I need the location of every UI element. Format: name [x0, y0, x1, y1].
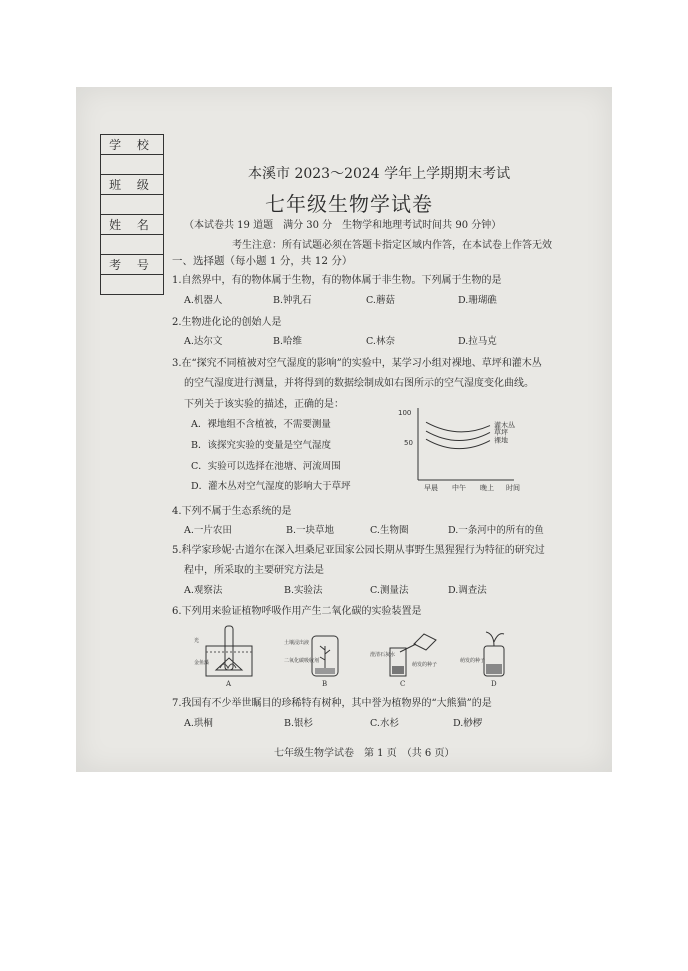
apparatus-c-label: C [400, 680, 406, 688]
q2-option-a: A.达尔文 [184, 336, 223, 347]
q5-option-a: A.观察法 [184, 585, 223, 596]
section-heading: 一、选择题（每小题 1 分，共 12 分） [172, 255, 353, 267]
q7-option-a: A.珙桐 [184, 718, 213, 729]
series-label-2: 裸地 [494, 436, 508, 445]
q3-option-b: B．该探究实验的变量是空气湿度 [191, 440, 331, 451]
q3-option-c: C．实验可以选择在池塘、河流周围 [191, 461, 341, 472]
q2-option-c: C.林奈 [366, 336, 395, 347]
series-label-1: 草坪 [494, 428, 508, 437]
d-label-seeds: 萌发的种子 [460, 658, 486, 664]
exam-info: （本试卷共 19 道题 满分 30 分 生物学和地理考试时间共 90 分钟） [184, 220, 502, 231]
q4-option-c: C.生物圈 [370, 525, 409, 536]
page-title: 七年级生物学试卷 [265, 192, 433, 216]
q1-option-a: A.机器人 [184, 295, 223, 306]
c-label-seeds: 萌发的种子 [412, 662, 438, 668]
pondweed [220, 664, 236, 668]
series-label-0: 灌木丛 [494, 421, 515, 430]
x-tick-evening: 晚上 [480, 484, 494, 492]
y-tick-100: 100 [398, 409, 412, 417]
apparatus-b-figure [284, 622, 350, 688]
funnel [216, 658, 242, 670]
question-3-stem-line3: 下列关于该实验的描述，正确的是： [184, 399, 344, 410]
q1-option-d: D.珊瑚礁 [458, 295, 497, 306]
apparatus-c-figure [370, 622, 446, 688]
question-2-stem: 2.生物进化论的创始人是 [172, 317, 282, 328]
exam-number-blank [101, 275, 164, 295]
series-line-1 [426, 431, 490, 440]
school-label: 学 校 [101, 135, 164, 155]
q4-option-b: B.一块草地 [286, 525, 335, 536]
q1-option-c: C.蘑菇 [366, 295, 395, 306]
b-label-absorbent: 二氧化碳吸收剂 [284, 658, 320, 664]
humidity-line-chart [396, 404, 536, 494]
q3-option-a: A．裸地组不含植被，不需要测量 [191, 419, 331, 430]
page-footer: 七年级生物学试卷 第 1 页 （共 6 页） [274, 748, 455, 759]
name-blank [101, 235, 164, 255]
class-blank [101, 195, 164, 215]
question-5-stem-line2: 程中，所采取的主要研究方法是 [184, 565, 324, 576]
question-5-stem-line1: 5.科学家珍妮·古道尔在深入坦桑尼亚国家公园长期从事野生黑猩猩行为特征的研究过 [172, 545, 545, 556]
apparatus-a-figure [194, 622, 260, 688]
question-4-stem: 4.下列不属于生态系统的是 [172, 506, 292, 517]
seed-container [414, 634, 436, 650]
q7-option-d: D.桫椤 [453, 718, 483, 729]
exam-number-label: 考 号 [101, 255, 164, 275]
series-line-0 [426, 422, 490, 432]
class-label: 班 级 [101, 175, 164, 195]
apparatus-d-figure [460, 622, 520, 688]
q5-option-c: C.测量法 [370, 585, 409, 596]
q1-option-b: B.钟乳石 [273, 295, 312, 306]
c-label-limewater: 澄清石灰水 [370, 652, 396, 658]
student-info-table [100, 134, 164, 295]
x-axis-label: 时间 [506, 484, 520, 492]
name-label: 姓 名 [101, 215, 164, 235]
apparatus-a-label: A [226, 680, 232, 688]
exam-notice: 考生注意：所有试题必须在答题卡指定区域内作答，在本试卷上作答无效 [232, 240, 552, 251]
apparatus-d-label: D [491, 680, 497, 688]
x-tick-noon: 中午 [452, 484, 466, 492]
exam-line: 本溪市 2023～2024 学年上学期期末考试 [248, 166, 511, 182]
school-blank [101, 155, 164, 175]
a-label-weed: 金鱼藻 [194, 660, 210, 666]
q4-option-a: A.一片农田 [184, 525, 232, 536]
apparatus-b-label: B [322, 680, 328, 688]
question-3-stem-line2: 的空气湿度进行测量，并将得到的数据绘制成如右图所示的空气湿度变化曲线。 [184, 378, 534, 389]
q7-option-b: B.银杉 [284, 718, 314, 729]
x-tick-morning: 早晨 [424, 484, 438, 492]
y-tick-50: 50 [404, 439, 413, 447]
test-tube [225, 626, 233, 670]
beaker [206, 646, 252, 676]
q4-option-d: D.一条河中的所有的鱼 [448, 525, 544, 536]
a-label-light: 光 [194, 638, 200, 644]
question-1-stem: 1.自然界中，有的物体属于生物，有的物体属于非生物。下列属于生物的是 [172, 275, 502, 286]
q7-option-c: C.水杉 [370, 718, 399, 729]
q2-option-b: B.哈维 [273, 336, 303, 347]
q5-option-b: B.实验法 [284, 585, 323, 596]
candle [486, 632, 504, 646]
b-label-soil: 土壤浸出液 [284, 640, 310, 646]
question-6-stem: 6.下列用来验证植物呼吸作用产生二氧化碳的实验装置是 [172, 606, 422, 617]
question-7-stem: 7.我国有不少举世瞩目的珍稀特有树种，其中誉为植物界的“大熊猫”的是 [172, 698, 492, 709]
q2-option-d: D.拉马克 [458, 336, 497, 347]
q3-option-d: D．灌木丛对空气湿度的影响大于草坪 [191, 481, 351, 492]
question-3-stem-line1: 3.在“探究不同植被对空气湿度的影响”的实验中，某学习小组对裸地、草坪和灌木丛 [172, 358, 542, 369]
q5-option-d: D.调查法 [448, 585, 487, 596]
